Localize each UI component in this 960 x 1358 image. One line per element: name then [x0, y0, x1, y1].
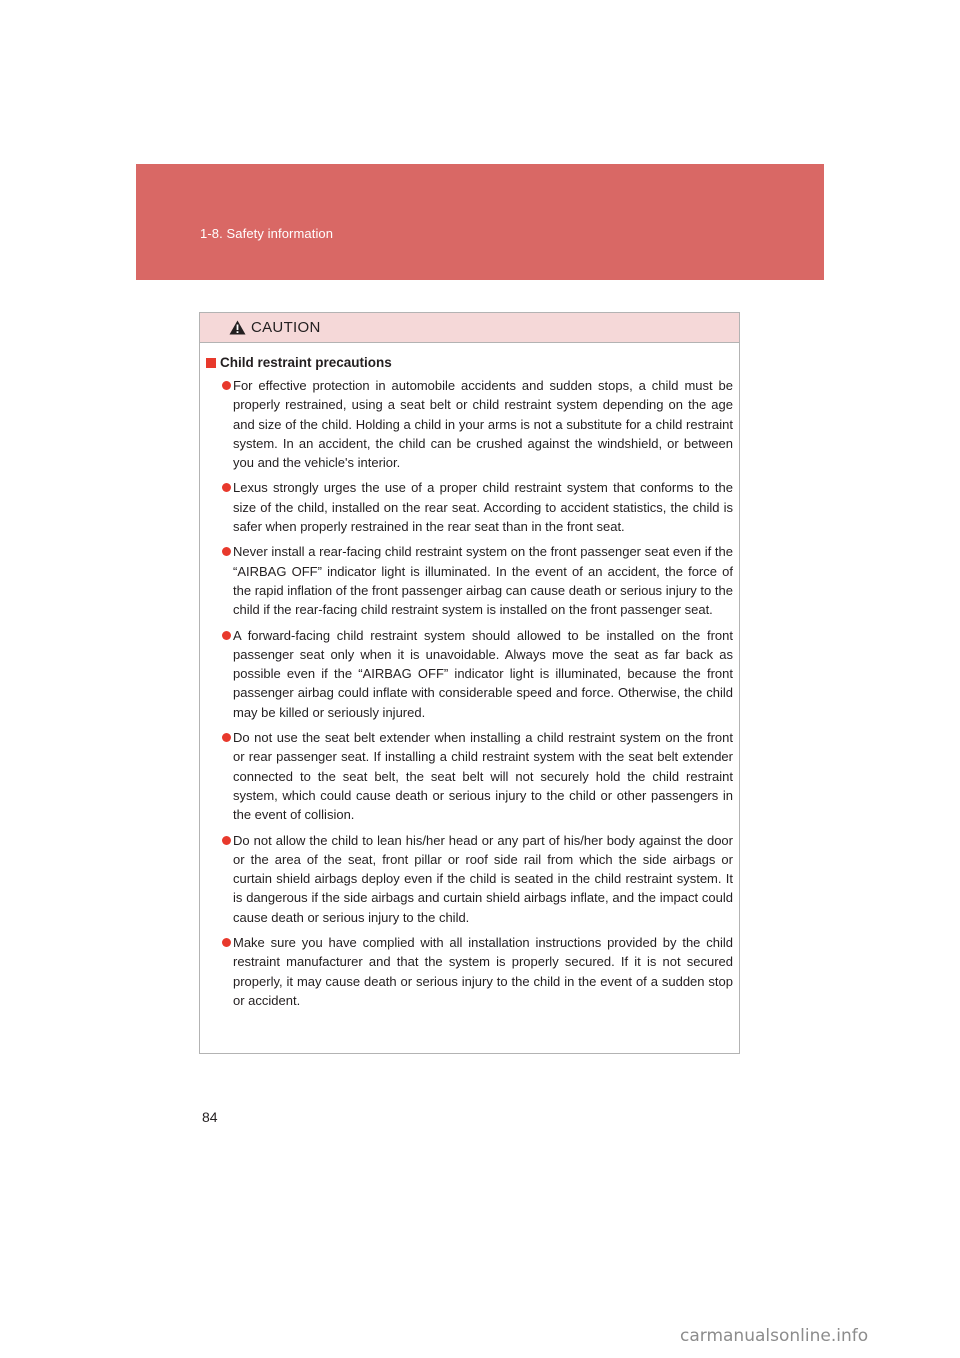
section-header-band: [136, 164, 824, 280]
list-item: [222, 933, 733, 1010]
subheading: [206, 355, 739, 370]
bullet-dot-icon: [222, 381, 231, 390]
list-item-text: Lexus strongly urges the use of a proper child restraint system that conforms to the size of the child, installed on the rear seat. According to accident statistics, the child is safer when properly restrained in the rear seat than in the front seat.: [233, 480, 733, 535]
caution-list: [200, 376, 739, 1010]
subheading-text: Child restraint precautions: [220, 355, 392, 370]
bullet-dot-icon: [222, 938, 231, 947]
bullet-dot-icon: [222, 733, 231, 742]
list-item: [222, 478, 733, 536]
caution-label: CAUTION: [251, 319, 321, 336]
section-title: 1-8. Safety information: [200, 226, 334, 241]
square-bullet-icon: [206, 358, 216, 368]
list-item-text: For effective protection in automobile accidents and sudden stops, a child must be properly restrained, using a seat belt or child restraint system depending on the age and size of the child. Holding a child in your arms is not a substitute for a child restraint system. In an accident, the child can be crushed against the windshield, or between you and the vehicle's interior.: [233, 378, 733, 471]
list-item: [222, 626, 733, 722]
warning-triangle-icon: [229, 320, 246, 335]
bullet-dot-icon: [222, 631, 231, 640]
caution-box: [199, 312, 740, 1054]
list-item: [222, 376, 733, 472]
list-item: [222, 831, 733, 927]
list-item: [222, 542, 733, 619]
list-item-text: Do not allow the child to lean his/her head or any part of his/her body against the door or the area of the seat, front pillar or roof side rail from which the side airbags or curtain shield airbags deploy even if the child is seated in the child restraint system. It is dangerous if the side airbags and curtain shield airbags inflate, and the impact could cause death or serious injury to the child.: [233, 832, 733, 925]
page-number: 84: [202, 1109, 218, 1125]
bullet-dot-icon: [222, 483, 231, 492]
list-item-text: Never install a rear-facing child restraint system on the front passenger seat even if the “AIRBAG OFF” indicator light is illuminated. In the event of an accident, the force of the rapid inflation of the front passenger airbag can cause death or serious injury to the child if the rear-facing child restraint system is installed on the front passenger seat.: [233, 544, 733, 618]
list-item-text: Do not use the seat belt extender when installing a child restraint system on the front or rear passenger seat. If installing a child restraint system with the seat belt extender connected to the seat belt, the seat belt will not securely hold the child restraint system, which could cause death or serious injury to the child or other passengers in the event of collision.: [233, 730, 733, 823]
caution-header: [200, 313, 739, 343]
watermark-link[interactable]: carmanualsonline.info: [680, 1326, 869, 1346]
list-item: [222, 728, 733, 824]
list-item-text: Make sure you have complied with all installation instructions provided by the child restraint manufacturer and that the system is properly secured. If it is not secured properly, it may cause death or serious injury to the child in the event of a sudden stop or accident.: [233, 935, 733, 1008]
list-item-text: A forward-facing child restraint system should allowed to be installed on the front passenger seat only when it is unavoidable. Always move the seat as far back as possible even if the “AIRBAG OFF” indicator light is illuminated, because the front passenger airbag could inflate with considerable speed and force. Otherwise, the child may be killed or seriously injured.: [233, 627, 733, 720]
bullet-dot-icon: [222, 547, 231, 556]
bullet-dot-icon: [222, 836, 231, 845]
